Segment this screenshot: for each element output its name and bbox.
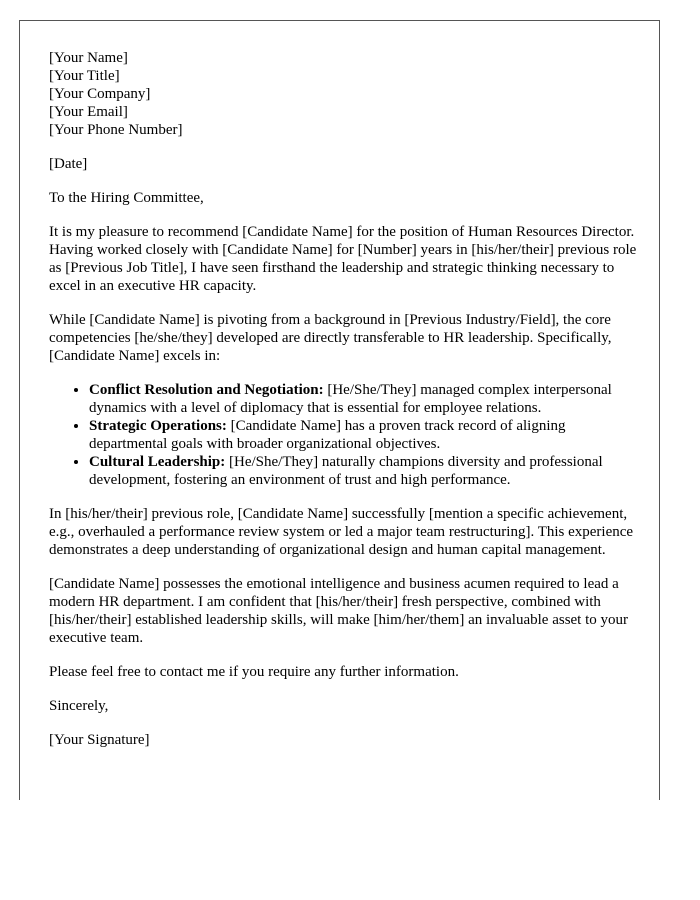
competency-text: [He/She/They] naturally champions diversity and professional development, fostering an environment of trust and high performance. bbox=[89, 454, 603, 488]
achievement-paragraph: In [his/her/their] previous role, [Candidate Name] successfully [mention a specific achievement, e.g., overhauled a performance review system or led a major team restructuring]. This experience demonstrates a deep understanding of organizational design and human capital management. bbox=[49, 506, 634, 558]
competency-item bbox=[89, 453, 639, 489]
competency-heading: Cultural Leadership: bbox=[89, 454, 226, 470]
competency-heading: Conflict Resolution and Negotiation: bbox=[89, 382, 324, 398]
salutation: To the Hiring Committee, bbox=[49, 190, 204, 206]
sender-phone: [Your Phone Number] bbox=[49, 122, 183, 138]
closing-paragraph: [Candidate Name] possesses the emotional intelligence and business acumen required to lead a modern HR department. I am confident that [his/her/their] fresh perspective, combined with [his/her/their] established leadership skills, will make [him/her/them] an invaluable asset to your executive team. bbox=[49, 576, 629, 646]
pivot-paragraph: While [Candidate Name] is pivoting from a background in [Previous Industry/Field], the core competencies [he/she/they] developed are directly transferable to HR leadership. Specifically, [Candidate Name] excels in: bbox=[49, 312, 612, 364]
letter-page bbox=[19, 20, 660, 800]
letter-body bbox=[49, 49, 639, 749]
letter-date: [Date] bbox=[49, 156, 88, 172]
competency-text: [Candidate Name] has a proven track record of aligning departmental goals with broader organizational objectives. bbox=[89, 418, 566, 452]
signoff: Sincerely, bbox=[49, 698, 109, 714]
competency-item bbox=[89, 417, 639, 453]
intro-paragraph: It is my pleasure to recommend [Candidate Name] for the position of Human Resources Director. Having worked closely with [Candidate Name] for [Number] years in [his/her/their] previous role as [Previous Job Title], I have seen firsthand the leadership and strategic thinking necessary to excel in an executive HR capacity. bbox=[49, 224, 637, 294]
sender-title: [Your Title] bbox=[49, 68, 120, 84]
signature: [Your Signature] bbox=[49, 732, 150, 748]
sender-email: [Your Email] bbox=[49, 104, 128, 120]
competency-list bbox=[49, 381, 639, 489]
sender-block bbox=[49, 49, 639, 139]
sender-company: [Your Company] bbox=[49, 86, 151, 102]
contact-paragraph: Please feel free to contact me if you require any further information. bbox=[49, 664, 459, 680]
competency-item bbox=[89, 381, 639, 417]
competency-text: [He/She/They] managed complex interpersonal dynamics with a level of diplomacy that is essential for employee relations. bbox=[89, 382, 612, 416]
competency-heading: Strategic Operations: bbox=[89, 418, 227, 434]
sender-name: [Your Name] bbox=[49, 50, 128, 66]
